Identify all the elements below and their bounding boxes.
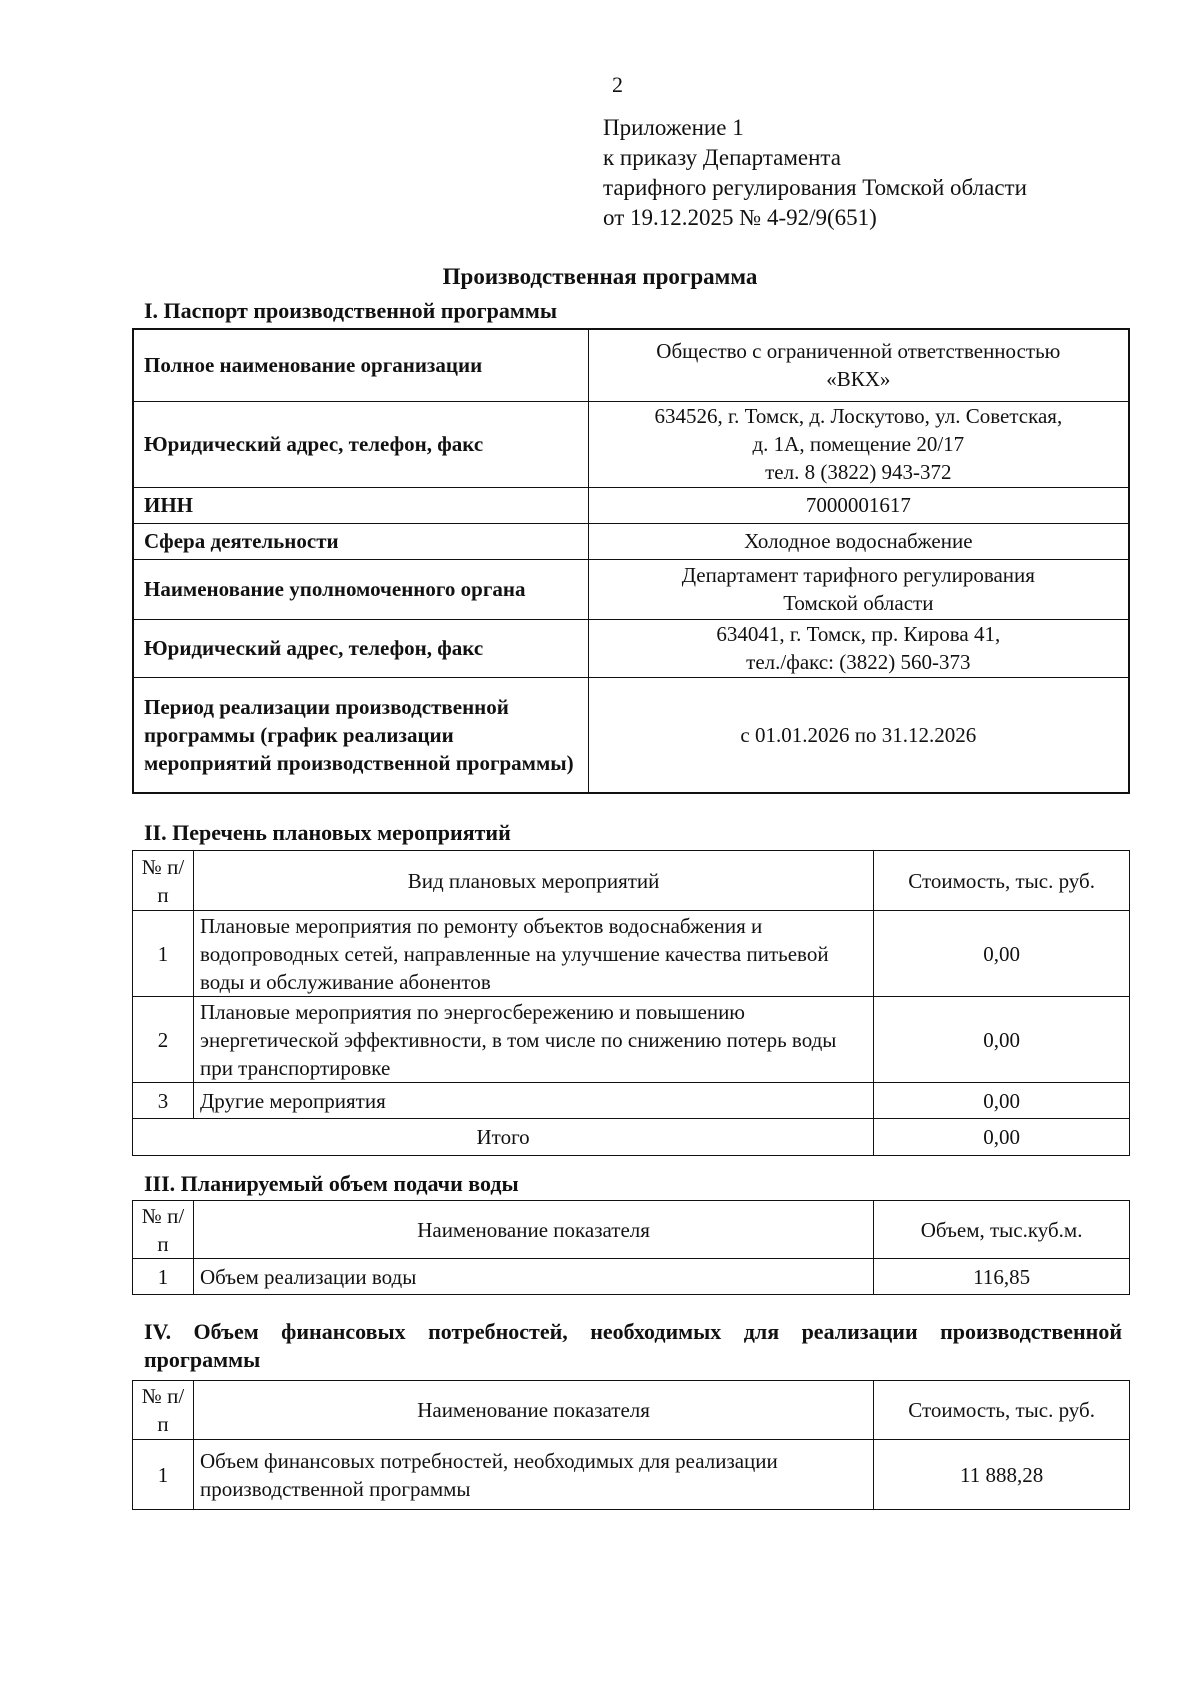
row-value	[588, 329, 1129, 401]
row-label: Юридический адрес, телефон, факс	[133, 619, 588, 677]
total-value: 0,00	[874, 1119, 1130, 1156]
value-line: 634526, г. Томск, д. Лоскутово, ул. Советская,	[654, 404, 1063, 428]
value-line: «ВКХ»	[826, 367, 891, 392]
table-row	[133, 401, 1129, 487]
value-line: тел./факс: (3822) 560-373	[746, 650, 971, 674]
table-row	[133, 1259, 1130, 1295]
document-title: Производственная программа	[442, 264, 758, 289]
table-row	[133, 677, 1129, 793]
appendix-line: тарифного регулирования Томской области	[603, 175, 1027, 200]
appendix-line: Приложение 1	[603, 115, 744, 140]
header-value: Объем, тыс.куб.м.	[874, 1201, 1130, 1259]
cell-name: Плановые мероприятия по энергосбережению и повышению энергетической эффективности, в том числе по снижению потерь воды при транспортировке	[193, 997, 873, 1083]
cell-cost: 0,00	[874, 997, 1130, 1083]
header-num: № п/п	[133, 1201, 194, 1259]
table-row	[133, 1440, 1130, 1510]
total-label: Итого	[133, 1119, 874, 1156]
table-total-row	[133, 1119, 1130, 1156]
appendix-line: от 19.12.2025 № 4-92/9(651)	[603, 205, 877, 230]
row-value: с 01.01.2026 по 31.12.2026	[588, 677, 1129, 793]
appendix-header	[603, 113, 1027, 233]
appendix-line: к приказу Департамента	[603, 145, 841, 170]
cell-num: 2	[133, 997, 194, 1083]
header-cost: Стоимость, тыс. руб.	[874, 851, 1130, 911]
table-row	[133, 911, 1130, 997]
row-value	[588, 619, 1129, 677]
passport-table	[132, 328, 1130, 794]
row-label: ИНН	[133, 487, 588, 523]
cell-cost: 0,00	[874, 911, 1130, 997]
value-line: д. 1А, помещение 20/17	[752, 432, 965, 456]
value-line: Департамент тарифного регулирования	[681, 563, 1035, 587]
table-row	[133, 1083, 1130, 1119]
section-4-title: IV. Объем финансовых потребностей, необходимых для реализации производственной программы	[144, 1319, 1122, 1372]
row-value: Холодное водоснабжение	[588, 523, 1129, 559]
cell-name: Объем финансовых потребностей, необходимых для реализации производственной программы	[193, 1440, 873, 1510]
cell-name: Другие мероприятия	[193, 1083, 873, 1119]
table-row	[133, 619, 1129, 677]
value-line: Томской области	[783, 591, 934, 615]
page-number: 2	[612, 72, 623, 97]
row-label: Период реализации производственной программы (график реализации мероприятий производственной программы)	[133, 677, 588, 793]
activities-table	[132, 850, 1130, 1156]
row-label: Наименование уполномоченного органа	[133, 559, 588, 619]
header-num: № п/п	[133, 851, 194, 911]
value-line: тел. 8 (3822) 943-372	[765, 460, 952, 484]
header-name: Вид плановых мероприятий	[193, 851, 873, 911]
cell-name: Объем реализации воды	[193, 1259, 873, 1295]
financial-needs-table	[132, 1380, 1130, 1510]
row-value	[588, 401, 1129, 487]
cell-name: Плановые мероприятия по ремонту объектов водоснабжения и водопроводных сетей, направленные на улучшение качества питьевой воды и обслуживание абонентов	[193, 911, 873, 997]
section-2-title: II. Перечень плановых мероприятий	[144, 820, 511, 845]
value-line: 634041, г. Томск, пр. Кирова 41,	[716, 622, 1001, 646]
table-header-row	[133, 1201, 1130, 1259]
cell-num: 1	[133, 911, 194, 997]
cell-cost: 0,00	[874, 1083, 1130, 1119]
row-label: Сфера деятельности	[133, 523, 588, 559]
cell-cost: 11 888,28	[874, 1440, 1130, 1510]
cell-num: 1	[133, 1440, 194, 1510]
cell-num: 1	[133, 1259, 194, 1295]
header-num: № п/п	[133, 1381, 194, 1440]
table-row	[133, 329, 1129, 401]
header-cost: Стоимость, тыс. руб.	[874, 1381, 1130, 1440]
header-name: Наименование показателя	[193, 1381, 873, 1440]
table-header-row	[133, 1381, 1130, 1440]
water-volume-table	[132, 1200, 1130, 1295]
row-label: Полное наименование организации	[133, 329, 588, 401]
cell-num: 3	[133, 1083, 194, 1119]
table-header-row	[133, 851, 1130, 911]
row-value: 7000001617	[588, 487, 1129, 523]
table-row	[133, 559, 1129, 619]
section-3-title: III. Планируемый объем подачи воды	[144, 1171, 519, 1196]
row-value	[588, 559, 1129, 619]
table-row	[133, 997, 1130, 1083]
header-name: Наименование показателя	[193, 1201, 873, 1259]
row-label: Юридический адрес, телефон, факс	[133, 401, 588, 487]
section-1-title: I. Паспорт производственной программы	[144, 298, 558, 323]
table-row	[133, 523, 1129, 559]
cell-value: 116,85	[874, 1259, 1130, 1295]
value-line: Общество с ограниченной ответственностью	[656, 339, 1061, 364]
table-row	[133, 487, 1129, 523]
